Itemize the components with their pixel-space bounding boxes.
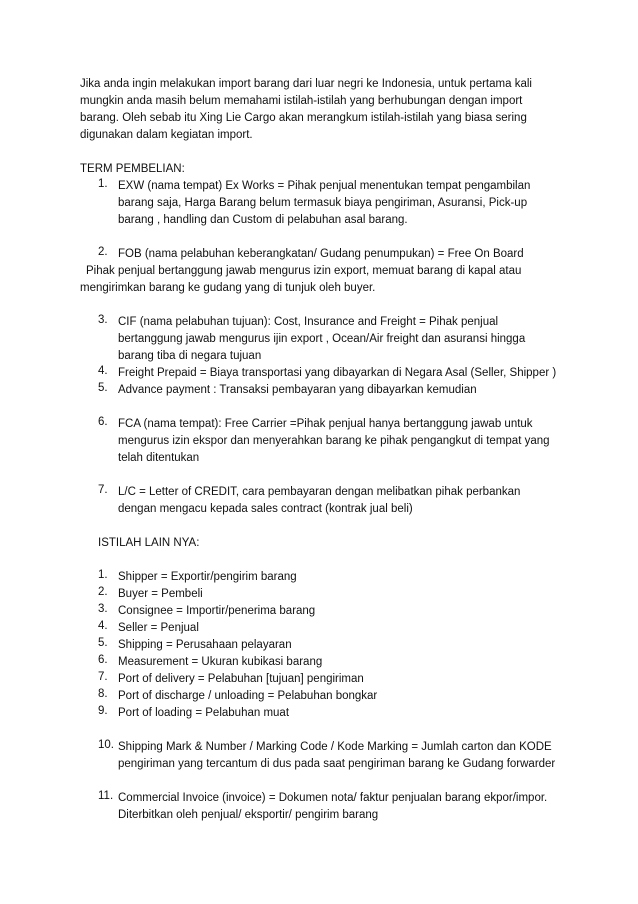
list-item-line: Buyer = Pembeli <box>118 588 203 600</box>
other-item <box>80 637 570 654</box>
list-item-line: Port of delivery = Pelabuhan [tujuan] pengiriman <box>118 673 364 685</box>
term-heading: TERM PEMBELIAN: <box>80 163 185 175</box>
intro-paragraph <box>80 76 570 144</box>
intro-line: digunakan dalam kegiatan import. <box>80 129 253 141</box>
fob-note-line: mengirimkan barang ke gudang yang di tunjuk oleh buyer. <box>80 282 376 294</box>
list-item-line: Diterbitkan oleh penjual/ eksportir/ pengirim barang <box>118 809 379 821</box>
list-item-line: Port of discharge / unloading = Pelabuhan bongkar <box>118 690 378 702</box>
list-item-line: L/C = Letter of CREDIT, cara pembayaran dengan melibatkan pihak perbankan <box>118 486 521 498</box>
list-item-line: Shipper = Exportir/pengirim barang <box>118 571 297 583</box>
document-page <box>80 76 570 824</box>
list-item-line: bertanggung jawab mengurus ijin export , Ocean/Air freight dan asuransi hingga <box>118 333 526 345</box>
list-number: 2. <box>98 246 108 258</box>
term-item-cif <box>80 314 570 365</box>
term-item-freight-prepaid <box>80 365 570 382</box>
list-item-line: pengiriman yang tercantum di dus pada saat pengiriman barang ke Gudang forwarder <box>118 758 556 770</box>
list-number: 3. <box>98 314 108 326</box>
list-number: 2. <box>98 586 108 598</box>
fob-note-line: Pihak penjual bertanggung jawab mengurus izin export, memuat barang di kapal atau <box>86 265 522 277</box>
fob-note <box>80 263 570 297</box>
intro-line: mungkin anda masih belum memahami istilah-istilah yang berhubungan dengan import <box>80 95 523 107</box>
list-item-line: barang saja, Harga Barang belum termasuk biaya pengiriman, Asuransi, Pick-up <box>118 197 528 209</box>
list-item-line: Consignee = Importir/penerima barang <box>118 605 316 617</box>
other-item <box>80 688 570 705</box>
list-number: 5. <box>98 637 108 649</box>
list-item-line: FCA (nama tempat): Free Carrier =Pihak penjual hanya bertanggung jawab untuk <box>118 418 533 430</box>
term-item-exw <box>80 178 570 229</box>
list-number: 1. <box>98 569 108 581</box>
other-item <box>80 705 570 722</box>
list-number: 11. <box>98 790 114 802</box>
term-item-fob <box>80 246 570 263</box>
list-item-line: barang , handling dan Custom di pelabuhan asal barang. <box>118 214 408 226</box>
list-number: 10. <box>98 739 114 751</box>
list-item-line: telah ditentukan <box>118 452 200 464</box>
list-item-line: Shipping Mark & Number / Marking Code / Kode Marking = Jumlah carton dan KODE <box>118 741 552 753</box>
list-item-line: Advance payment : Transaksi pembayaran yang dibayarkan kemudian <box>118 384 477 396</box>
other-item <box>80 739 570 773</box>
list-number: 5. <box>98 382 108 394</box>
list-item-line: Measurement = Ukuran kubikasi barang <box>118 656 323 668</box>
list-number: 7. <box>98 484 108 496</box>
list-number: 7. <box>98 671 108 683</box>
list-item-line: FOB (nama pelabuhan keberangkatan/ Gudang penumpukan) = Free On Board <box>118 248 524 260</box>
list-item-line: Freight Prepaid = Biaya transportasi yang dibayarkan di Negara Asal (Seller, Shipper ) <box>118 367 557 379</box>
list-number: 4. <box>98 365 108 377</box>
list-number: 6. <box>98 654 108 666</box>
list-number: 9. <box>98 705 108 717</box>
list-number: 1. <box>98 178 108 190</box>
other-item <box>80 654 570 671</box>
other-item <box>80 603 570 620</box>
list-number: 6. <box>98 416 108 428</box>
list-item-line: barang tiba di negara tujuan <box>118 350 262 362</box>
intro-line: Jika anda ingin melakukan import barang dari luar negri ke Indonesia, untuk pertama kali <box>80 78 532 90</box>
term-item-lc <box>80 484 570 518</box>
other-item <box>80 790 570 824</box>
list-item-line: Seller = Penjual <box>118 622 199 634</box>
list-item-line: dengan mengacu kepada sales contract (kontrak jual beli) <box>118 503 413 515</box>
intro-line: barang. Oleh sebab itu Xing Lie Cargo akan merangkum istilah-istilah yang biasa sering <box>80 112 527 124</box>
other-item <box>80 671 570 688</box>
list-item-line: CIF (nama pelabuhan tujuan): Cost, Insurance and Freight = Pihak penjual <box>118 316 499 328</box>
list-item-line: EXW (nama tempat) Ex Works = Pihak penjual menentukan tempat pengambilan <box>118 180 531 192</box>
list-number: 3. <box>98 603 108 615</box>
list-number: 4. <box>98 620 108 632</box>
other-item <box>80 620 570 637</box>
term-item-fca <box>80 416 570 467</box>
other-item <box>80 569 570 586</box>
list-item-line: mengurus izin ekspor dan menyerahkan barang ke pihak pengangkut di tempat yang <box>118 435 550 447</box>
other-item <box>80 586 570 603</box>
list-item-line: Shipping = Perusahaan pelayaran <box>118 639 292 651</box>
list-number: 8. <box>98 688 108 700</box>
other-heading: ISTILAH LAIN NYA: <box>98 537 200 549</box>
list-item-line: Port of loading = Pelabuhan muat <box>118 707 290 719</box>
list-item-line: Commercial Invoice (invoice) = Dokumen nota/ faktur penjualan barang ekpor/impor. <box>118 792 548 804</box>
term-item-advance-payment <box>80 382 570 399</box>
